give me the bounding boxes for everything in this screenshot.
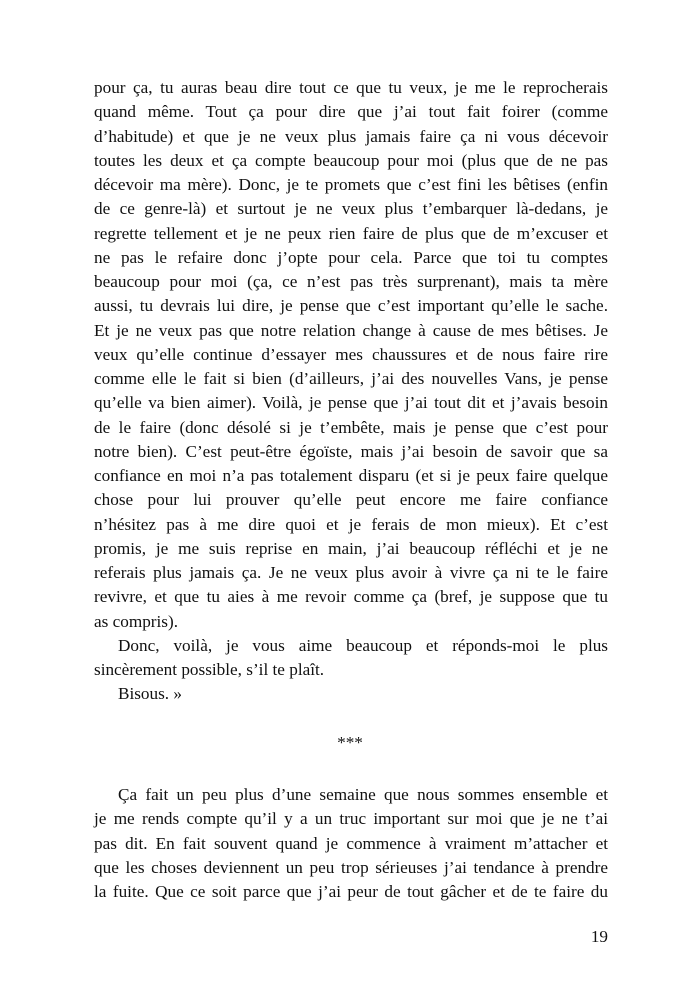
text-line: la fuite. Que ce soit parce que j’ai peur de tout gâcher et de te faire du xyxy=(94,882,608,901)
text-block-top xyxy=(94,76,608,707)
text-line: veux qu’elle continue d’essayer mes chaussures et de nous faire rire xyxy=(94,344,608,364)
text-line: as compris). xyxy=(94,611,179,631)
text-line: que les choses deviennent un peu trop sérieuses j’ai tendance à prendre xyxy=(94,857,608,877)
text-line: sincèrement possible, s’il te plaît. xyxy=(94,660,325,679)
text-line: confiance en moi n’a pas totalement disparu (et si je peux faire quelque xyxy=(94,466,608,485)
text-line: promis, je me suis reprise en main, j’ai beaucoup réfléchi et je ne xyxy=(94,538,608,558)
text-line: je me rends compte qu’il y a un truc important sur moi que je ne t’ai xyxy=(94,809,608,829)
text-line: referais plus jamais ça. Je ne veux plus avoir à vivre ça ni te le faire xyxy=(94,563,608,582)
page-number: 19 xyxy=(590,927,608,946)
text-line: Donc, voilà, je vous aime beaucoup et réponds-moi le plus xyxy=(118,635,608,655)
text-block-bottom xyxy=(94,783,608,904)
text-line: regrette tellement et je ne peux rien faire de plus que de m’excuser et xyxy=(94,223,608,243)
text-line: qu’elle va bien aimer). Voilà, je pense que j’ai tout dit et j’avais besoin xyxy=(94,393,608,413)
text-line: d’habitude) et que je ne veux plus jamais faire ça ni vous décevoir xyxy=(94,126,608,146)
text-line: chose pour lui prouver qu’elle peut encore me faire confiance xyxy=(94,490,608,510)
text-line: toutes les deux et ça compte beaucoup pour moi (plus que de ne pas xyxy=(94,150,608,170)
text-line: revivre, et que tu aies à me revoir comme ça (bref, je suppose que tu xyxy=(94,587,608,607)
text-line: ne pas le refaire donc j’opte pour cela. Parce que toi tu comptes xyxy=(94,247,608,267)
text-line: pas dit. En fait souvent quand je commence à vraiment m’attacher et xyxy=(94,833,608,853)
section-separator: *** xyxy=(337,733,363,752)
text-line: aussi, tu devrais lui dire, je pense que c’est important qu’elle le sache. xyxy=(94,296,608,316)
text-line: décevoir ma mère). Donc, je te promets que c’est fini les bêtises (enfin xyxy=(94,175,608,194)
text-line: n’hésitez pas à me dire quoi et je ferais de mon mieux). Et c’est xyxy=(94,514,608,534)
text-line: Ça fait un peu plus d’une semaine que nous sommes ensemble et xyxy=(118,785,608,804)
text-line: Et je ne veux pas que notre relation change à cause de mes bêtises. Je xyxy=(94,320,608,340)
text-line: de le faire (donc désolé si je t’embête, mais je pense que c’est pour xyxy=(94,417,608,437)
text-line: pour ça, tu auras beau dire tout ce que tu veux, je me le reprocherais xyxy=(94,78,608,97)
text-line: beaucoup pour moi (ça, ce n’est pas très surprenant), mais ta mère xyxy=(94,272,608,291)
text-line: Bisous. » xyxy=(118,684,182,704)
text-line: de ce genre-là) et surtout je ne veux plus t’embarquer là-dedans, je xyxy=(94,199,608,219)
text-line: comme elle le fait si bien (d’ailleurs, j’ai des nouvelles Vans, je pense xyxy=(94,369,608,388)
text-line: notre bien). C’est peut-être égoïste, mais j’ai besoin de savoir que sa xyxy=(94,441,608,461)
text-line: quand même. Tout ça pour dire que j’ai tout fait foirer (comme xyxy=(94,102,608,122)
